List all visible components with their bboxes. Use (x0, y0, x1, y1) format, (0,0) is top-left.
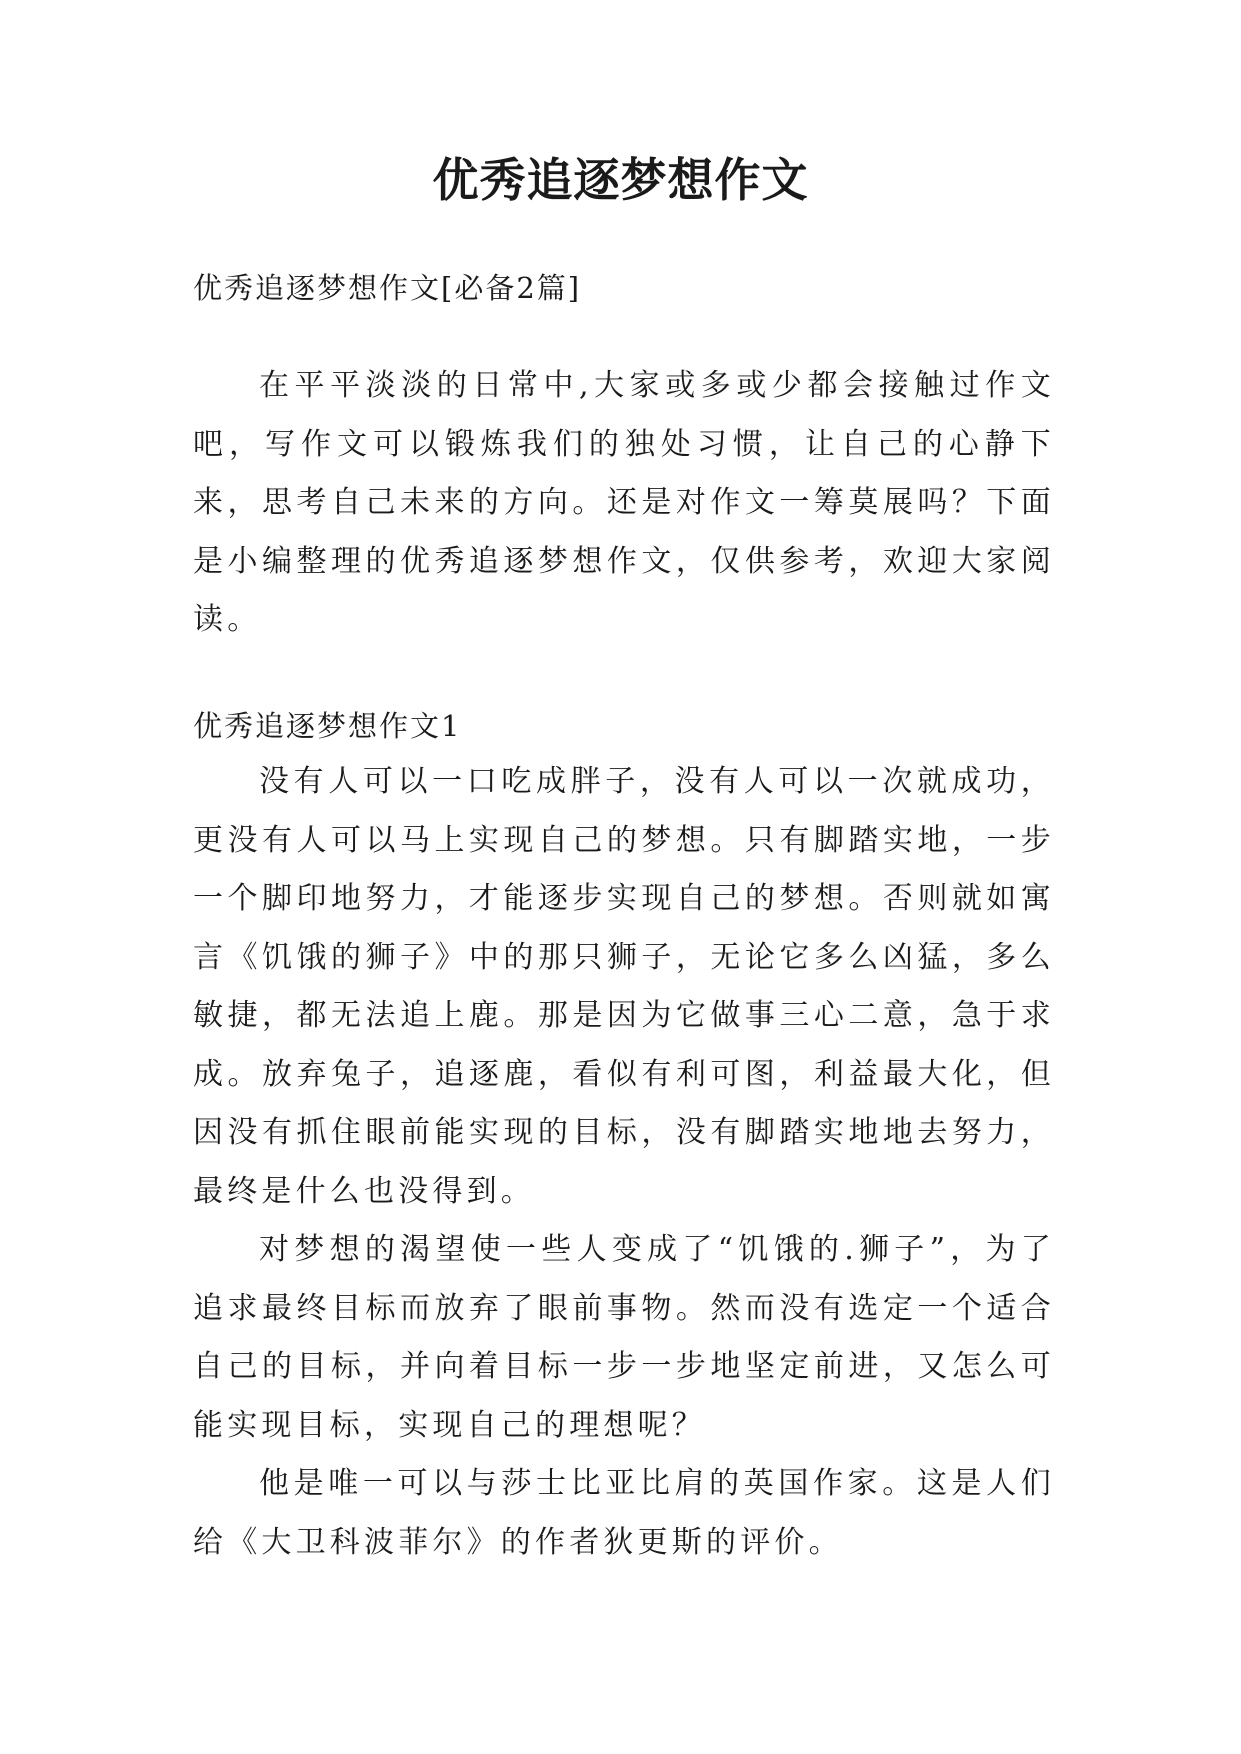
intro-paragraph: 在平平淡淡的日常中,大家或多或少都会接触过作文吧，写作文可以锻炼我们的独处习惯，让自己的心静下来，思考自己未来的方向。还是对作文一筹莫展吗？下面是小编整理的优秀追逐梦想作文，仅供参考，欢迎大家阅读。 (193, 368, 1055, 637)
body-paragraph-2: 对梦想的渴望使一些人变成了“饥饿的.狮子”，为了追求最终目标而放弃了眼前事物。然而没有选定一个适合自己的目标，并向着目标一步一步地坚定前进，又怎么可能实现目标，实现自己的理想呢？ (193, 1232, 1055, 1443)
section-heading: 优秀追逐梦想作文1 (193, 709, 462, 743)
body-paragraph-1: 没有人可以一口吃成胖子，没有人可以一次就成功，更没有人可以马上实现自己的梦想。只有脚踏实地，一步一个脚印地努力，才能逐步实现自己的梦想。否则就如寓言《饥饿的狮子》中的那只狮子，无论它多么凶猛，多么敏捷，都无法追上鹿。那是因为它做事三心二意，急于求成。放弃兔子，追逐鹿，看似有利可图，利益最大化，但因没有抓住眼前能实现的目标，没有脚踏实地地去努力，最终是什么也没得到。 (193, 764, 1055, 1209)
document-subtitle: 优秀追逐梦想作文[必备2篇] (193, 271, 582, 305)
document-title: 优秀追逐梦想作文 (432, 153, 809, 207)
body-paragraph-3: 他是唯一可以与莎士比亚比肩的英国作家。这是人们给《大卫科波菲尔》的作者狄更斯的评价。 (193, 1466, 1055, 1560)
